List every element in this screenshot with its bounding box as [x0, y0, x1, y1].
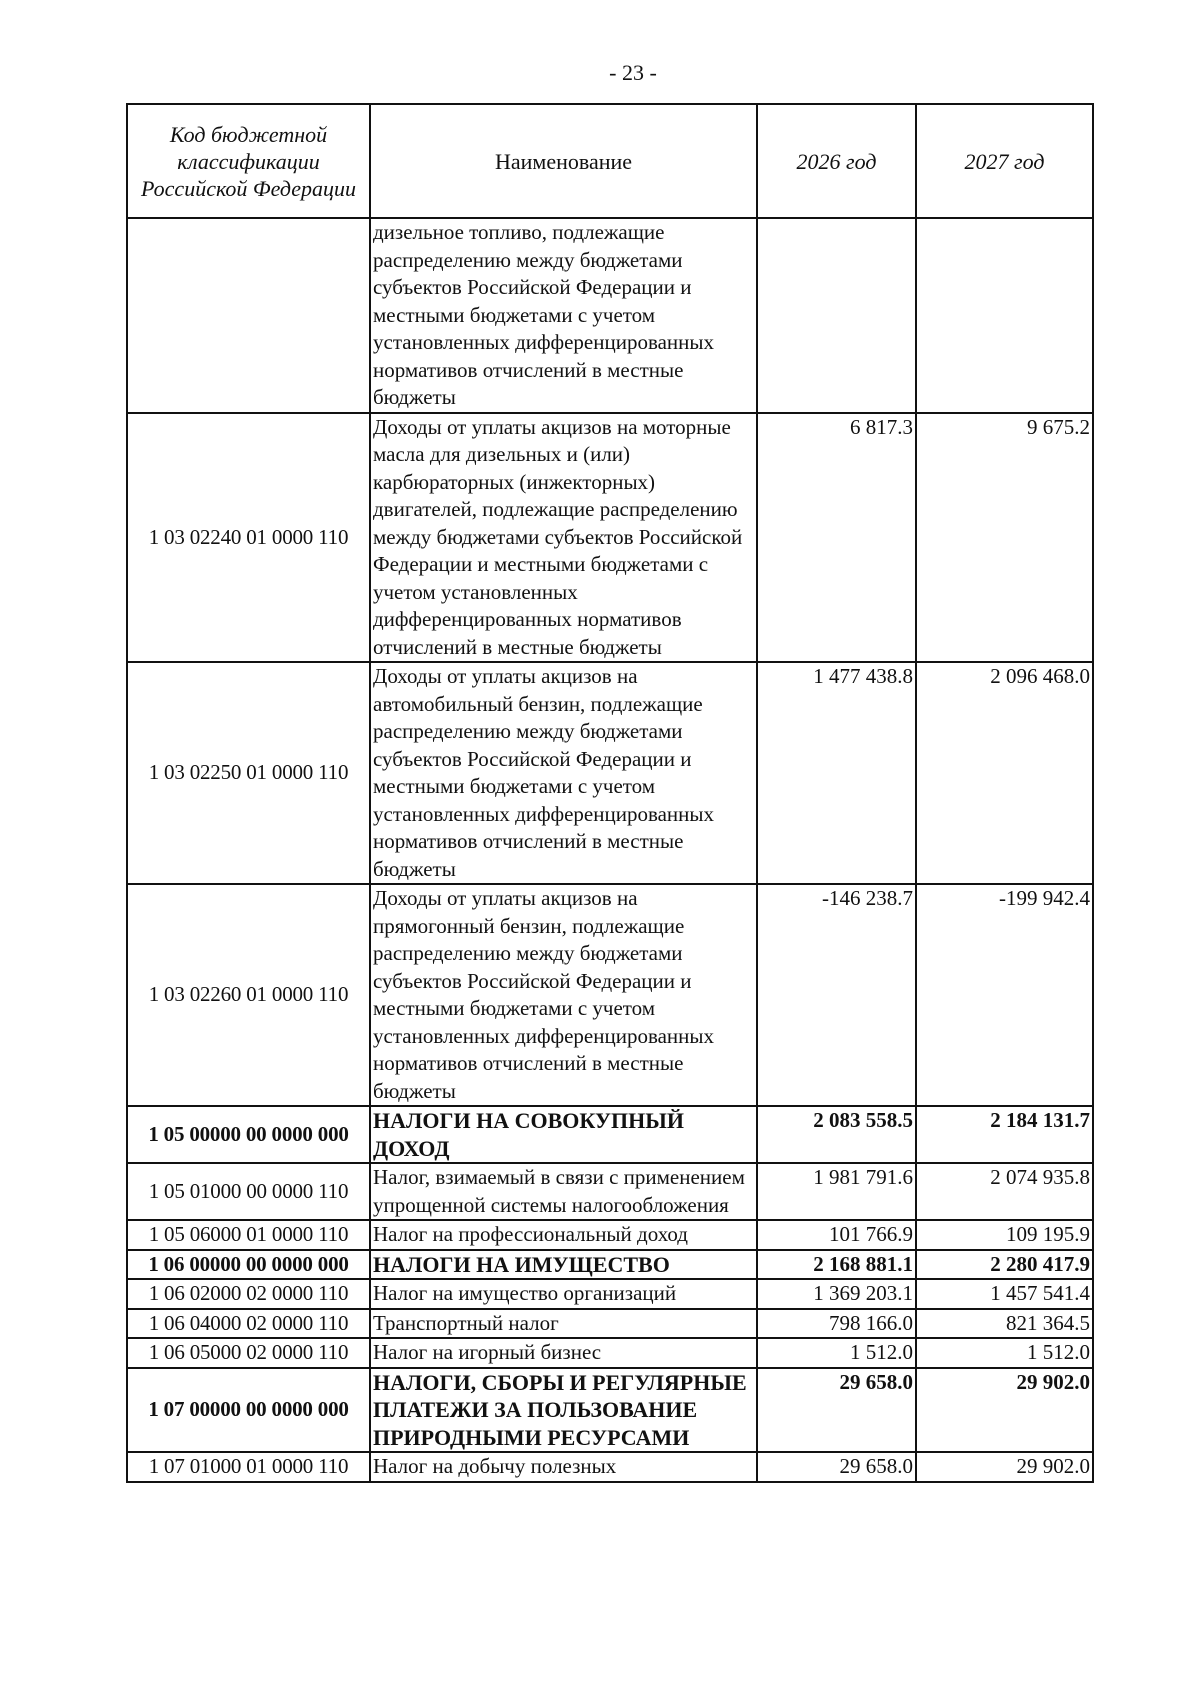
value-2027-cell: 2 184 131.7	[916, 1106, 1093, 1163]
value-2027-cell: 9 675.2	[916, 413, 1093, 663]
code-cell: 1 06 02000 02 0000 110	[127, 1279, 370, 1309]
table-row	[127, 218, 1093, 413]
value-2026-cell: 101 766.9	[757, 1220, 916, 1250]
name-cell: Налог на имущество организаций	[370, 1279, 757, 1309]
name-cell: НАЛОГИ НА СОВОКУПНЫЙ ДОХОД	[370, 1106, 757, 1163]
name-cell: Налог на добычу полезных	[370, 1452, 757, 1482]
page-number: - 23 -	[609, 60, 657, 85]
code-cell: 1 07 00000 00 0000 000	[127, 1368, 370, 1453]
value-2026-cell: 1 981 791.6	[757, 1163, 916, 1220]
table-row	[127, 884, 1093, 1106]
table-row	[127, 1368, 1093, 1453]
header-year-2027: 2027 год	[916, 104, 1093, 218]
table-row	[127, 413, 1093, 663]
table-row	[127, 1338, 1093, 1368]
code-cell: 1 06 05000 02 0000 110	[127, 1338, 370, 1368]
name-cell: Транспортный налог	[370, 1309, 757, 1339]
value-2026-cell: 1 512.0	[757, 1338, 916, 1368]
value-2027-cell: -199 942.4	[916, 884, 1093, 1106]
name-cell: НАЛОГИ НА ИМУЩЕСТВО	[370, 1250, 757, 1280]
table-row	[127, 1106, 1093, 1163]
table-header-row	[127, 104, 1093, 218]
table-row	[127, 662, 1093, 884]
value-2026-cell: 1 369 203.1	[757, 1279, 916, 1309]
value-2027-cell	[916, 218, 1093, 413]
table-row	[127, 1220, 1093, 1250]
value-2026-cell: 798 166.0	[757, 1309, 916, 1339]
value-2027-cell: 29 902.0	[916, 1452, 1093, 1482]
code-cell: 1 03 02240 01 0000 110	[127, 413, 370, 663]
header-name: Наименование	[370, 104, 757, 218]
value-2027-cell: 1 457 541.4	[916, 1279, 1093, 1309]
name-cell: дизельное топливо, подлежащие распределению между бюджетами субъектов Российской Федерации и местными бюджетами с учетом установленных дифференцированных нормативов отчислений в местные бюджеты	[370, 218, 757, 413]
code-cell: 1 06 00000 00 0000 000	[127, 1250, 370, 1280]
code-cell: 1 03 02260 01 0000 110	[127, 884, 370, 1106]
value-2027-cell: 821 364.5	[916, 1309, 1093, 1339]
value-2026-cell: 2 168 881.1	[757, 1250, 916, 1280]
code-cell: 1 05 06000 01 0000 110	[127, 1220, 370, 1250]
name-cell: Налог, взимаемый в связи с применением упрощенной системы налогообложения	[370, 1163, 757, 1220]
code-cell: 1 03 02250 01 0000 110	[127, 662, 370, 884]
header-year-2026: 2026 год	[757, 104, 916, 218]
table-row	[127, 1452, 1093, 1482]
value-2026-cell: 6 817.3	[757, 413, 916, 663]
table-row	[127, 1279, 1093, 1309]
code-cell: 1 07 01000 01 0000 110	[127, 1452, 370, 1482]
value-2027-cell: 29 902.0	[916, 1368, 1093, 1453]
name-cell: Доходы от уплаты акцизов на моторные масла для дизельных и (или) карбюраторных (инжекторных) двигателей, подлежащие распределению между бюджетами субъектов Российской Федерации и местными бюджетами с учетом установленных дифференцированных нормативов отчислений в местные бюджеты	[370, 413, 757, 663]
header-code: Код бюджетной классификации Российской Федерации	[127, 104, 370, 218]
value-2026-cell	[757, 218, 916, 413]
code-cell: 1 05 00000 00 0000 000	[127, 1106, 370, 1163]
value-2027-cell: 109 195.9	[916, 1220, 1093, 1250]
table-row	[127, 1250, 1093, 1280]
value-2027-cell: 2 280 417.9	[916, 1250, 1093, 1280]
code-cell: 1 05 01000 00 0000 110	[127, 1163, 370, 1220]
value-2027-cell: 1 512.0	[916, 1338, 1093, 1368]
budget-revenue-table	[126, 103, 1094, 1483]
value-2026-cell: -146 238.7	[757, 884, 916, 1106]
table-row	[127, 1309, 1093, 1339]
code-cell	[127, 218, 370, 413]
name-cell: Налог на игорный бизнес	[370, 1338, 757, 1368]
value-2026-cell: 2 083 558.5	[757, 1106, 916, 1163]
value-2027-cell: 2 074 935.8	[916, 1163, 1093, 1220]
name-cell: Доходы от уплаты акцизов на автомобильный бензин, подлежащие распределению между бюджетами субъектов Российской Федерации и местными бюджетами с учетом установленных дифференцированных нормативов отчислений в местные бюджеты	[370, 662, 757, 884]
value-2026-cell: 29 658.0	[757, 1368, 916, 1453]
table-body	[127, 218, 1093, 1482]
code-cell: 1 06 04000 02 0000 110	[127, 1309, 370, 1339]
value-2027-cell: 2 096 468.0	[916, 662, 1093, 884]
value-2026-cell: 29 658.0	[757, 1452, 916, 1482]
name-cell: НАЛОГИ, СБОРЫ И РЕГУЛЯРНЫЕ ПЛАТЕЖИ ЗА ПОЛЬЗОВАНИЕ ПРИРОДНЫМИ РЕСУРСАМИ	[370, 1368, 757, 1453]
name-cell: Доходы от уплаты акцизов на прямогонный бензин, подлежащие распределению между бюджетами субъектов Российской Федерации и местными бюджетами с учетом установленных дифференцированных нормативов отчислений в местные бюджеты	[370, 884, 757, 1106]
value-2026-cell: 1 477 438.8	[757, 662, 916, 884]
table-row	[127, 1163, 1093, 1220]
name-cell: Налог на профессиональный доход	[370, 1220, 757, 1250]
